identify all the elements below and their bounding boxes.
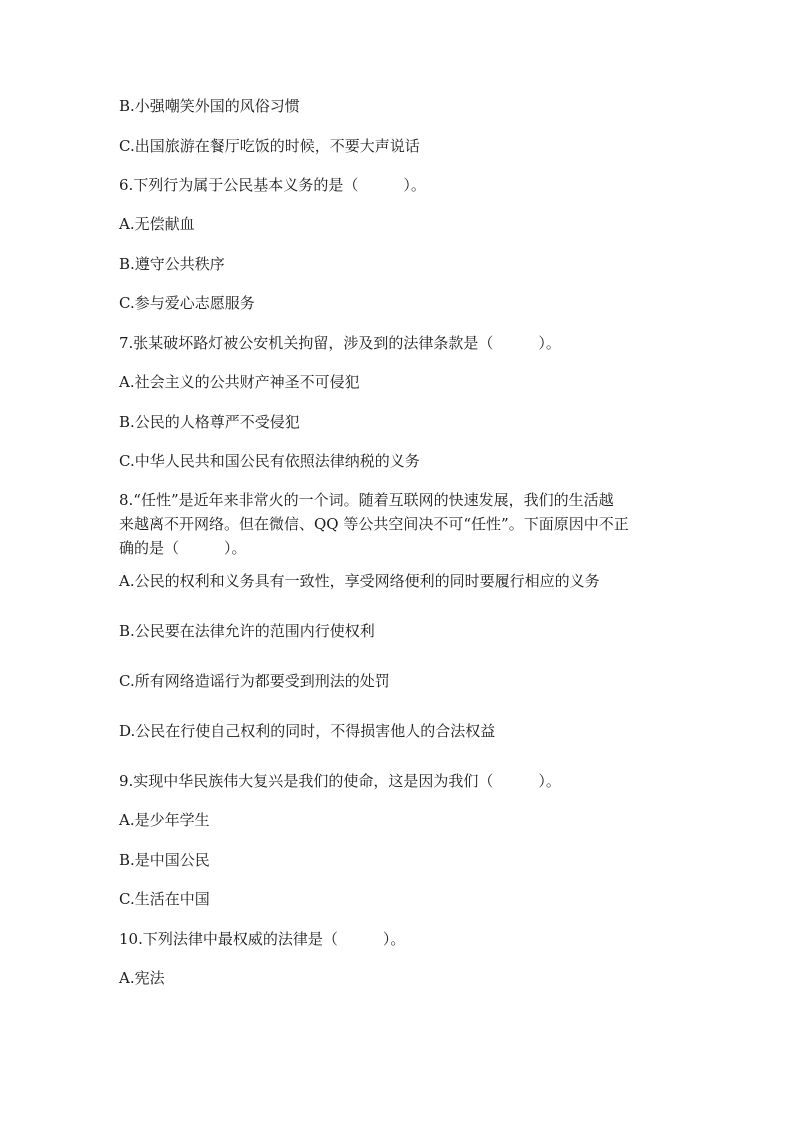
option-a-q8: A.公民的权利和义务具有一致性，享受网络便利的同时要履行相应的义务 — [119, 572, 600, 590]
question-8-line-3: 确的是（ ）。 — [119, 539, 247, 557]
option-b-q7: B.公民的人格尊严不受侵犯 — [119, 413, 300, 431]
question-10: 10.下列法律中最权威的法律是（ ）。 — [119, 930, 406, 948]
option-b-q9: B.是中国公民 — [119, 851, 210, 869]
question-8-line-2: 来越离不开网络。但在微信、QQ 等公共空间决不可“任性”。下面原因中不正 — [119, 515, 629, 533]
option-b-q5: B.小强嘲笑外国的风俗习惯 — [119, 97, 300, 115]
option-c-q7: C.中华人民共和国公民有依照法律纳税的义务 — [119, 452, 420, 470]
option-b-q6: B.遵守公共秩序 — [119, 255, 225, 273]
option-b-q8: B.公民要在法律允许的范围内行使权利 — [119, 622, 375, 640]
option-c-q8: C.所有网络造谣行为都要受到刑法的处罚 — [119, 672, 390, 690]
question-8 — [119, 488, 679, 560]
option-a-q10: A.宪法 — [119, 969, 165, 987]
option-c-q5: C.出国旅游在餐厅吃饭的时候，不要大声说话 — [119, 137, 420, 155]
question-6: 6.下列行为属于公民基本义务的是（ ）。 — [119, 176, 426, 194]
option-d-q8: D.公民在行使自己权利的同时，不得损害他人的合法权益 — [119, 722, 496, 740]
option-c-q9: C.生活在中国 — [119, 890, 210, 908]
option-a-q7: A.社会主义的公共财产神圣不可侵犯 — [119, 373, 360, 391]
question-9: 9.实现中华民族伟大复兴是我们的使命，这是因为我们（ ）。 — [119, 772, 561, 790]
question-7: 7.张某破坏路灯被公安机关拘留，涉及到的法律条款是（ ）。 — [119, 334, 561, 352]
question-8-line-1: 8.“任性”是近年来非常火的一个词。随着互联网的快速发展，我们的生活越 — [119, 491, 614, 509]
option-a-q6: A.无偿献血 — [119, 215, 195, 233]
option-c-q6: C.参与爱心志愿服务 — [119, 294, 255, 312]
option-a-q9: A.是少年学生 — [119, 811, 210, 829]
